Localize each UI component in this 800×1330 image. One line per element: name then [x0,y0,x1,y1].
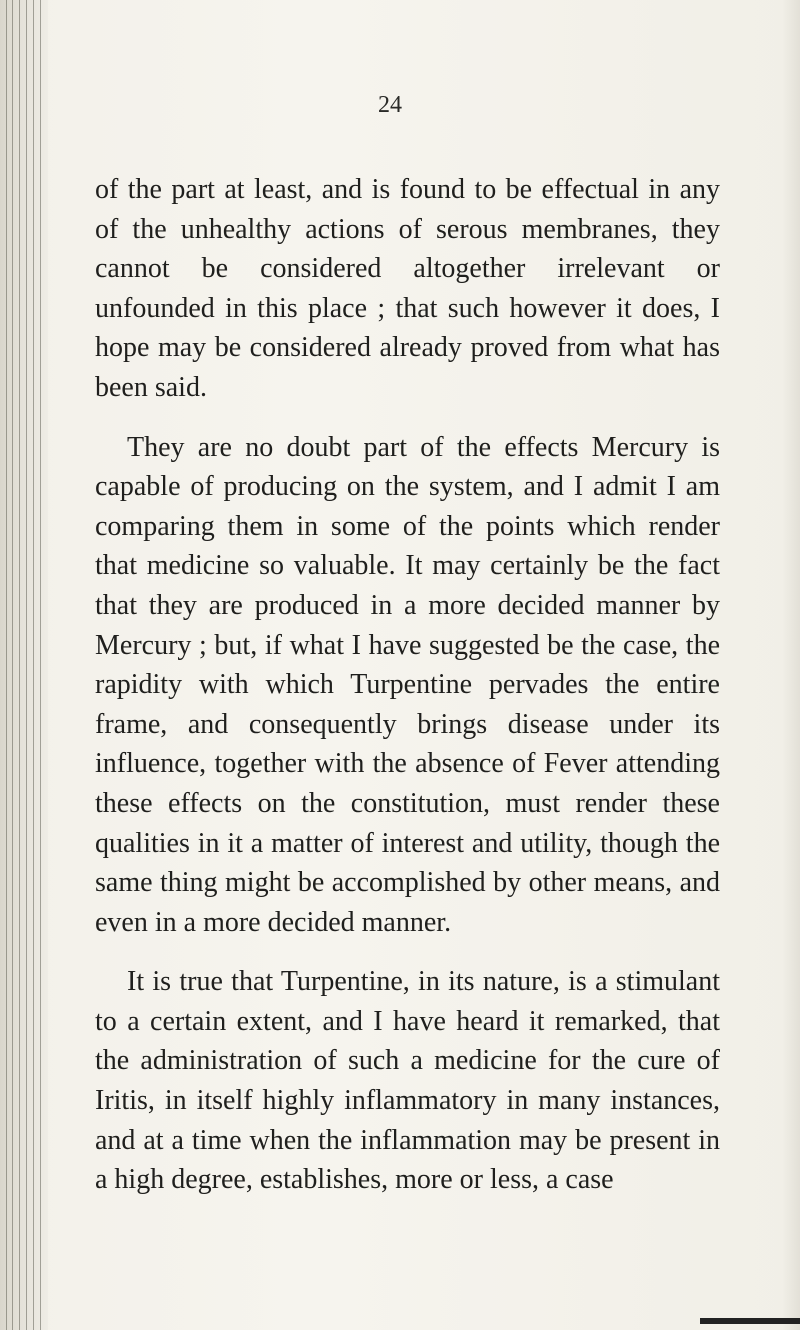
body-text [95,170,720,1220]
paragraph-2: They are no doubt part of the effects Mercury is capable of producing on the system, and I admit I am comparing them in some of the points which render that medicine so valuable. It may certainly be the fact that they are produced in a more decided manner by Mercury ; but, if what I have suggested be the case, the rapidity with which Turpentine pervades the entire frame, and consequently brings disease under its influence, together with the absence of Fever attending these effects on the constitution, must render these qualities in it a matter of interest and utility, though the same thing might be accomplished by other means, and even in a more decided manner. [95,431,720,938]
gutter-line [6,0,7,1330]
paragraph-1: of the part at least, and is found to be effectual in any of the unhealthy actions of serous membranes, they cannot be considered altogether irrelevant or unfounded in this place ; that such however it does, I hope may be considered already proved from what has been said. [95,174,720,403]
gutter-line [33,0,34,1330]
gutter-line [19,0,20,1330]
book-gutter [0,0,48,1330]
gutter-line [26,0,27,1330]
page-number: 24 [378,92,402,118]
gutter-line [12,0,13,1330]
gutter-line [40,0,41,1330]
page-edge-shadow [782,0,800,1330]
paragraph-3: It is true that Turpentine, in its nature, is a stimulant to a certain extent, and I have heard it remarked, that the administration of such a medicine for the cure of Iritis, in itself highly inflammatory in many instances, and at a time when the inflammation may be present in a high degree, establishes, more or less, a case [95,966,720,1196]
page-bottom-rule [700,1318,800,1324]
